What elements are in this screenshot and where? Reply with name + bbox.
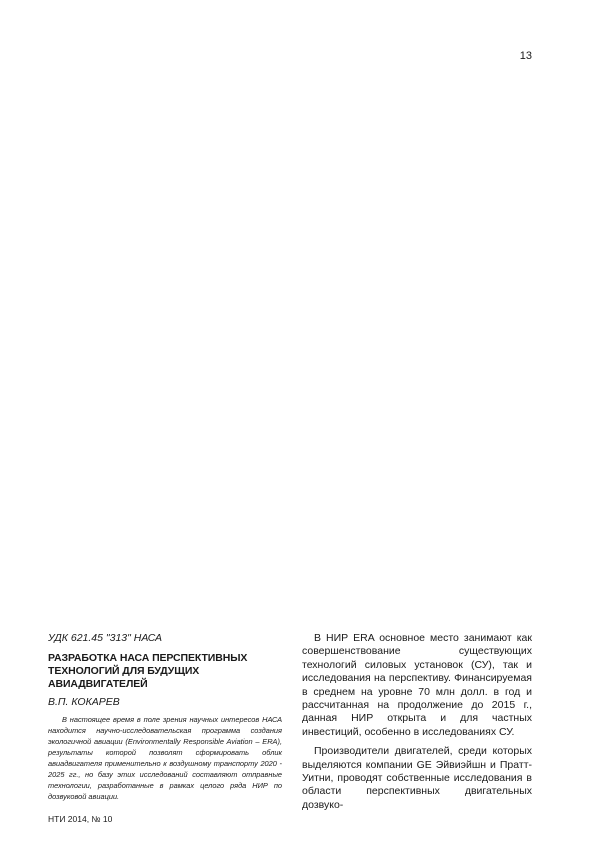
article-header-column: [48, 632, 288, 824]
page-number: 13: [519, 50, 532, 62]
journal-reference: НТИ 2014, № 10: [48, 814, 113, 824]
article-author: В.П. КОКАРЕВ: [48, 696, 120, 708]
article-body-column: [302, 632, 532, 818]
body-paragraph: В НИР ERA основное место занимают как совершенствование существующих технологий силовых установок (СУ), так и исследования на перспективу. Финансируемая в среднем на уровне 70 млн долл. в год и рассчитанная на продолжение до 2015 г., данная НИР открыта и для частных инвестиций, особенно в исследованиях СУ.: [302, 632, 532, 738]
body-paragraph: Производители двигателей, среди которых выделяются компании GE Эйвиэйшн и Пратт-Уитни, проводят собственные исследования в области перспективных двигательных дозвуко-: [302, 745, 532, 811]
article-title: РАЗРАБОТКА НАСА ПЕРСПЕКТИВНЫХ ТЕХНОЛОГИЙ ДЛЯ БУДУЩИХ АВИАДВИГАТЕЛЕЙ: [48, 652, 248, 690]
udk-code: УДК 621.45 "313" НАСА: [48, 632, 163, 644]
article-abstract: В настоящее время в поле зрения научных интересов НАСА находится научно-исследовательская программа создания экологичной авиации (Environmentally Responsible Aviation – ERA), результаты которой позволят сформировать облик авиадвигателя применительно к воздушному транспорту 2020 - 2025 гг., но базу этих исследований составляют отправные технологии, разработанные в рамках целого ряда НИР по дозвуковой авиации.: [48, 715, 282, 801]
